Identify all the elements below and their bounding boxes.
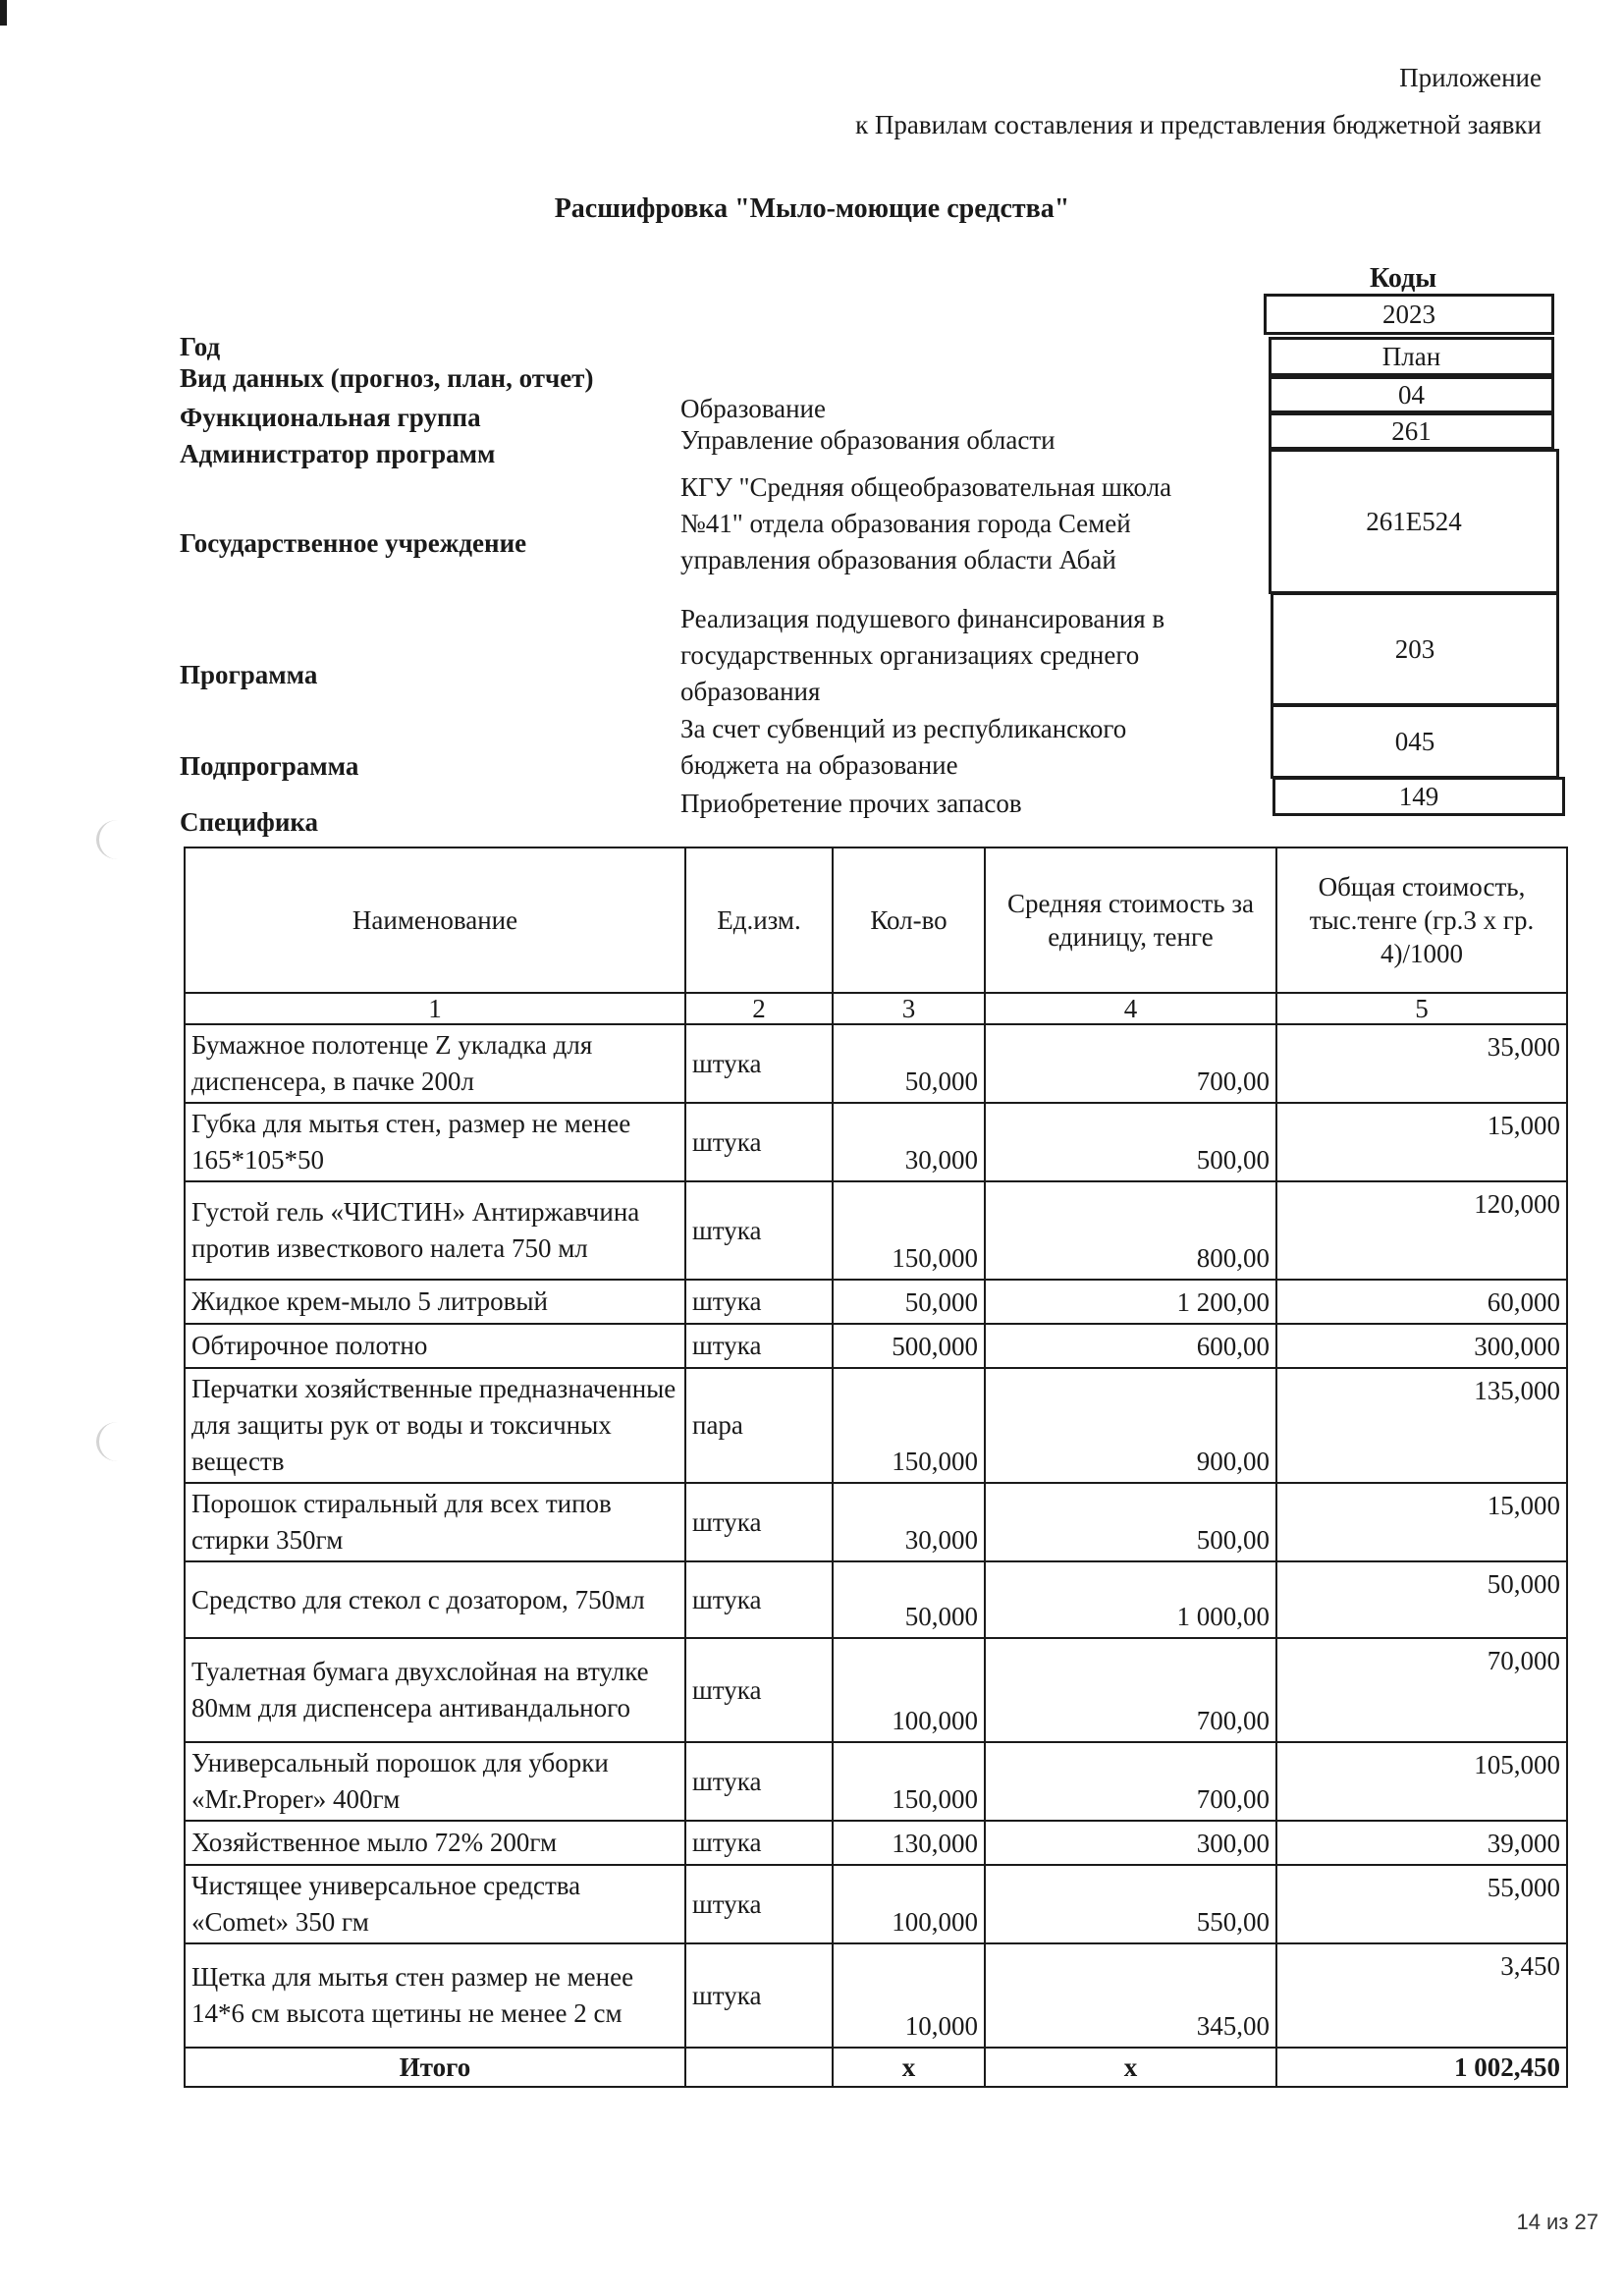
item-unit: штука	[685, 1742, 833, 1821]
item-total: 105,000	[1276, 1742, 1567, 1821]
item-price: 500,00	[985, 1483, 1276, 1561]
item-qty: 500,000	[833, 1324, 985, 1368]
table-row	[185, 1324, 1567, 1368]
item-unit: штука	[685, 1943, 833, 2048]
item-name: Бумажное полотенце Z укладка для диспенсера, в пачке 200л	[185, 1024, 685, 1103]
punch-hole-shadow	[96, 820, 138, 859]
table-row	[185, 1742, 1567, 1821]
item-unit: штука	[685, 1821, 833, 1865]
header-name: Наименование	[185, 847, 685, 993]
item-qty: 150,000	[833, 1368, 985, 1483]
item-unit: штука	[685, 1483, 833, 1561]
value-specific: Приобретение прочих запасов	[680, 789, 1022, 818]
item-qty: 100,000	[833, 1638, 985, 1742]
item-name: Обтирочное полотно	[185, 1324, 685, 1368]
scan-edge-mark	[0, 0, 7, 26]
label-administrator: Администратор программ	[180, 439, 496, 468]
label-program: Программа	[180, 660, 318, 689]
item-name: Губка для мытья стен, размер не менее 165*105*50	[185, 1103, 685, 1181]
page-number: 14 из 27	[1516, 2210, 1598, 2234]
table-row	[185, 1024, 1567, 1103]
item-name: Хозяйственное мыло 72% 200гм	[185, 1821, 685, 1865]
table-header-row	[185, 847, 1567, 993]
column-number-row	[185, 993, 1567, 1024]
item-name: Порошок стиральный для всех типов стирки 350гм	[185, 1483, 685, 1561]
table-row	[185, 1483, 1567, 1561]
label-institution: Государственное учреждение	[180, 528, 527, 558]
code-institution: 261Е524	[1269, 449, 1559, 594]
item-qty: 150,000	[833, 1181, 985, 1280]
item-qty: 50,000	[833, 1280, 985, 1324]
item-price: 600,00	[985, 1324, 1276, 1368]
table-row	[185, 1821, 1567, 1865]
total-label: Итого	[185, 2048, 685, 2087]
col-number: 3	[833, 993, 985, 1024]
item-qty: 130,000	[833, 1821, 985, 1865]
item-price: 900,00	[985, 1368, 1276, 1483]
total-row	[185, 2048, 1567, 2087]
item-qty: 30,000	[833, 1103, 985, 1181]
item-unit: штука	[685, 1865, 833, 1943]
item-qty: 30,000	[833, 1483, 985, 1561]
item-price: 500,00	[985, 1103, 1276, 1181]
item-name: Чистящее универсальное средства «Comet» 350 гм	[185, 1865, 685, 1943]
appendix-line-2: к Правилам составления и представления бюджетной заявки	[855, 110, 1542, 139]
item-name: Щетка для мытья стен размер не менее 14*6 см высота щетины не менее 2 см	[185, 1943, 685, 2048]
item-total: 50,000	[1276, 1561, 1567, 1638]
code-specific: 149	[1272, 777, 1565, 816]
item-unit: штука	[685, 1280, 833, 1324]
item-name: Универсальный порошок для уборки «Mr.Proper» 400гм	[185, 1742, 685, 1821]
header-total: Общая стоимость, тыс.тенге (гр.3 х гр. 4)/1000	[1276, 847, 1567, 993]
item-qty: 50,000	[833, 1561, 985, 1638]
item-unit: штука	[685, 1103, 833, 1181]
value-functional-group: Образование	[680, 394, 826, 423]
code-subprogram: 045	[1271, 704, 1559, 779]
value-program-line: государственных организациях среднего	[680, 640, 1140, 670]
value-subprogram-line: бюджета на образование	[680, 750, 958, 780]
table-row	[185, 1181, 1567, 1280]
item-total: 3,450	[1276, 1943, 1567, 2048]
item-total: 135,000	[1276, 1368, 1567, 1483]
total-price: х	[985, 2048, 1276, 2087]
code-data-type: План	[1269, 337, 1554, 376]
item-unit: штука	[685, 1024, 833, 1103]
item-unit: штука	[685, 1324, 833, 1368]
item-price: 345,00	[985, 1943, 1276, 2048]
item-total: 70,000	[1276, 1638, 1567, 1742]
appendix-line-1: Приложение	[1399, 63, 1542, 92]
item-price: 700,00	[985, 1742, 1276, 1821]
total-sum: 1 002,450	[1276, 2048, 1567, 2087]
label-data-type: Вид данных (прогноз, план, отчет)	[180, 363, 594, 393]
item-price: 1 000,00	[985, 1561, 1276, 1638]
item-price: 300,00	[985, 1821, 1276, 1865]
item-unit: штука	[685, 1181, 833, 1280]
table-body	[185, 1024, 1567, 2048]
item-price: 700,00	[985, 1024, 1276, 1103]
col-number: 5	[1276, 993, 1567, 1024]
table-row	[185, 1865, 1567, 1943]
value-program-line: Реализация подушевого финансирования в	[680, 604, 1165, 633]
code-functional-group: 04	[1269, 376, 1554, 413]
item-total: 35,000	[1276, 1024, 1567, 1103]
item-price: 800,00	[985, 1181, 1276, 1280]
item-qty: 50,000	[833, 1024, 985, 1103]
label-functional-group: Функциональная группа	[180, 403, 481, 432]
table-row	[185, 1638, 1567, 1742]
label-subprogram: Подпрограмма	[180, 751, 359, 781]
punch-hole-shadow	[96, 1422, 138, 1461]
item-unit: штука	[685, 1561, 833, 1638]
code-administrator: 261	[1269, 412, 1554, 450]
document-title: Расшифровка "Мыло-моющие средства"	[554, 193, 1070, 224]
value-administrator: Управление образования области	[680, 425, 1056, 455]
item-total: 55,000	[1276, 1865, 1567, 1943]
item-price: 550,00	[985, 1865, 1276, 1943]
item-unit: штука	[685, 1638, 833, 1742]
value-subprogram-line: За счет субвенций из республиканского	[680, 714, 1127, 743]
header-unit: Ед.изм.	[685, 847, 833, 993]
table-row	[185, 1280, 1567, 1324]
item-total: 15,000	[1276, 1483, 1567, 1561]
col-number: 1	[185, 993, 685, 1024]
item-unit: пара	[685, 1368, 833, 1483]
item-total: 300,000	[1276, 1324, 1567, 1368]
item-name: Средство для стекол с дозатором, 750мл	[185, 1561, 685, 1638]
item-name: Жидкое крем-мыло 5 литровый	[185, 1280, 685, 1324]
item-name: Перчатки хозяйственные предназначенные для защиты рук от воды и токсичных веществ	[185, 1368, 685, 1483]
codes-header: Коды	[1370, 263, 1437, 294]
items-table	[184, 847, 1568, 2088]
label-year: Год	[180, 332, 221, 361]
header-price: Средняя стоимость за единицу, тенге	[985, 847, 1276, 993]
item-total: 60,000	[1276, 1280, 1567, 1324]
value-program-line: образования	[680, 677, 821, 706]
table-row	[185, 1561, 1567, 1638]
value-subprogram	[680, 711, 1126, 784]
item-qty: 10,000	[833, 1943, 985, 2048]
total-unit	[685, 2048, 833, 2087]
col-number: 4	[985, 993, 1276, 1024]
item-qty: 150,000	[833, 1742, 985, 1821]
label-specific: Специфика	[180, 807, 319, 837]
item-total: 15,000	[1276, 1103, 1567, 1181]
item-qty: 100,000	[833, 1865, 985, 1943]
total-qty: х	[833, 2048, 985, 2087]
col-number: 2	[685, 993, 833, 1024]
value-institution-line: КГУ "Средняя общеобразовательная школа	[680, 472, 1172, 502]
item-price: 700,00	[985, 1638, 1276, 1742]
table-row	[185, 1103, 1567, 1181]
item-total: 120,000	[1276, 1181, 1567, 1280]
value-program	[680, 601, 1164, 710]
item-name: Густой гель «ЧИСТИН» Антиржавчина против известкового налета 750 мл	[185, 1181, 685, 1280]
item-total: 39,000	[1276, 1821, 1567, 1865]
value-institution-line: №41" отдела образования города Семей	[680, 509, 1131, 538]
code-program: 203	[1271, 592, 1559, 706]
item-name: Туалетная бумага двухслойная на втулке 80мм для диспенсера антивандального	[185, 1638, 685, 1742]
header-qty: Кол-во	[833, 847, 985, 993]
value-institution-line: управления образования области Абай	[680, 545, 1116, 574]
value-institution	[680, 469, 1171, 578]
table-row	[185, 1368, 1567, 1483]
code-year: 2023	[1264, 294, 1554, 335]
table-row	[185, 1943, 1567, 2048]
item-price: 1 200,00	[985, 1280, 1276, 1324]
